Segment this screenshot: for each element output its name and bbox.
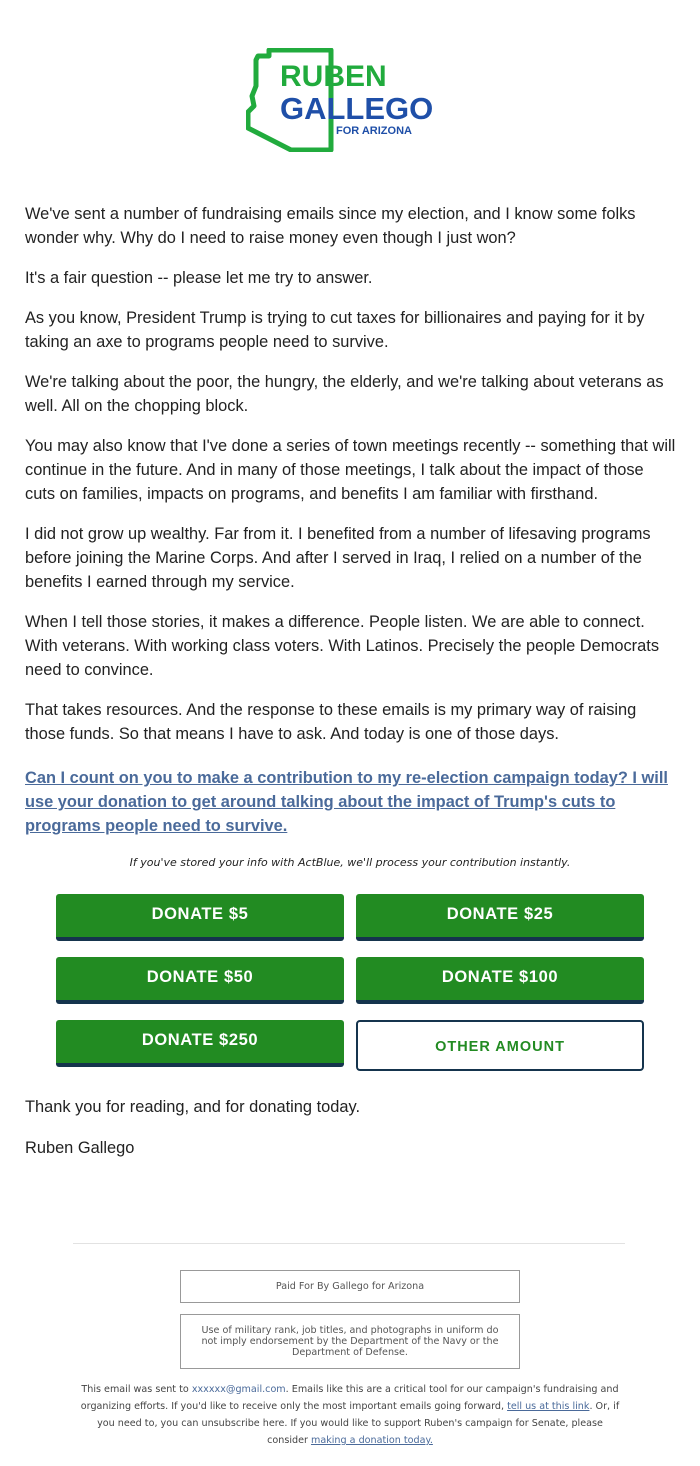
logo-line3: FOR ARIZONA: [336, 125, 412, 137]
military-disclaimer-box: [180, 1314, 520, 1369]
donate-5-button[interactable]: DONATE $5: [56, 894, 344, 941]
body-paragraph: When I tell those stories, it makes a difference. People listen. We are able to connect. With veterans. With working class voters. With Latinos. Precisely the people Democrats need to convince.: [25, 613, 660, 679]
body-paragraph: We're talking about the poor, the hungry, the elderly, and we're talking about veterans as well. All on the chopping block.: [25, 373, 664, 415]
paid-for-box: [180, 1270, 520, 1303]
body-paragraph: I did not grow up wealthy. Far from it. I benefited from a number of lifesaving programs before joining the Marine Corps. And after I served in Iraq, I relied on a number of the benefits I earned through my service.: [25, 525, 651, 591]
logo-line1: RUBEN: [280, 60, 387, 93]
footer-text: [76, 1381, 624, 1449]
footer-body-text: . Emails like this are a critical tool for our campaign's fundraising and organizing efforts. If you'd like to receive only the most important emails going forward,: [80, 1384, 619, 1412]
body-paragraph: It's a fair question -- please let me try to answer.: [25, 269, 373, 287]
body-paragraph: That takes resources. And the response to these emails is my primary way of raising those funds. So that means I have to ask. And today is one of those days.: [25, 701, 637, 743]
body-paragraph: As you know, President Trump is trying to cut taxes for billionaires and paying for it by taking an axe to programs people need to survive.: [25, 309, 645, 351]
contribution-cta-link[interactable]: Can I count on you to make a contribution to my re-election campaign today? I will use your donation to get around talking about the impact of Trump's cuts to programs people need to survive.: [25, 769, 668, 835]
make-donation-link[interactable]: making a donation today.: [310, 1435, 433, 1446]
footer-body-text-2: . Or, if you need to, you can unsubscribe here. If you would like to support Ruben's campaign for Senate, please consider: [97, 1401, 620, 1446]
other-amount-button[interactable]: OTHER AMOUNT: [356, 1020, 644, 1071]
email-body: [25, 202, 677, 762]
footer-divider: [73, 1243, 625, 1244]
donate-100-button[interactable]: DONATE $100: [356, 957, 644, 1004]
body-paragraph: You may also know that I've done a series of town meetings recently -- something that will continue in the future. And in many of those meetings, I talk about the impact of those cuts on families, impacts on programs, and benefits I am familiar with firsthand.: [25, 437, 676, 503]
donate-50-button[interactable]: DONATE $50: [56, 957, 344, 1004]
military-disclaimer-text: Use of military rank, job titles, and photographs in uniform do not imply endorsement by the Department of the Navy or the Department of Defense.: [201, 1325, 499, 1358]
actblue-note: If you've stored your info with ActBlue, we'll process your contribution instantly.: [129, 856, 571, 869]
logo-line2: GALLEGO: [280, 91, 434, 126]
tell-us-link[interactable]: tell us at this link: [507, 1401, 590, 1412]
campaign-logo: [246, 48, 446, 152]
body-paragraph: We've sent a number of fundraising emails since my election, and I know some folks wonder why. Why do I need to raise money even though I just won?: [25, 205, 636, 247]
donate-250-button[interactable]: DONATE $250: [56, 1020, 344, 1067]
closing-thanks: Thank you for reading, and for donating today.: [25, 1098, 361, 1116]
recipient-email[interactable]: xxxxxx@gmail.com: [191, 1384, 286, 1395]
paid-for-text: Paid For By Gallego for Arizona: [275, 1281, 425, 1292]
sent-to-prefix: This email was sent to: [81, 1384, 192, 1395]
donate-25-button[interactable]: DONATE $25: [356, 894, 644, 941]
signature: Ruben Gallego: [25, 1139, 135, 1157]
arizona-state-outline-icon: [246, 48, 446, 152]
